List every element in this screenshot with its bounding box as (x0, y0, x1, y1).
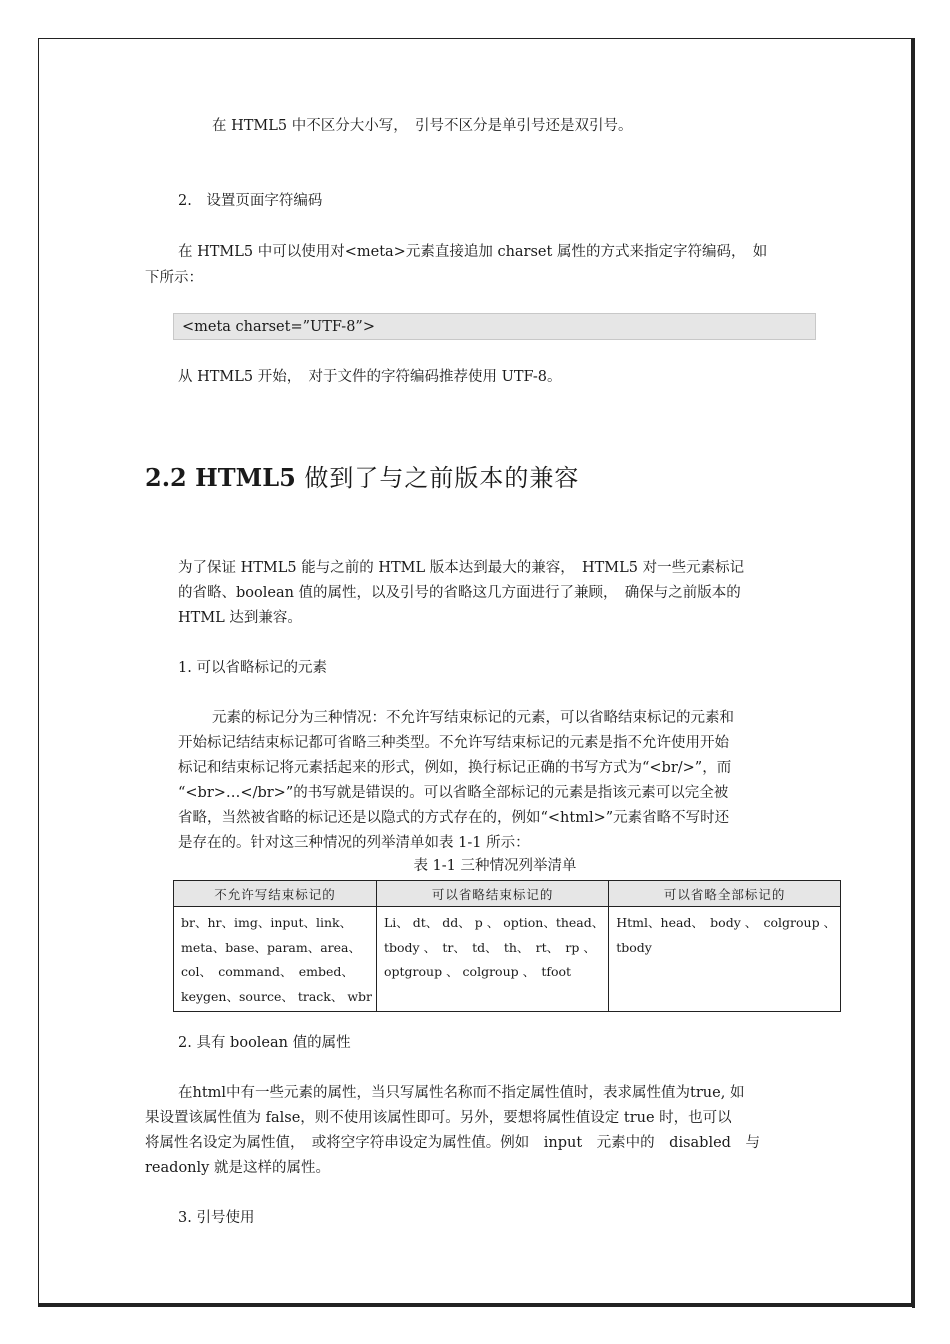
utf8-note: 从 HTML5 开始， 对于文件的字符编码推荐使用 UTF-8。 (178, 369, 562, 385)
charset-subheading: 2. 设置页面字符编码 (178, 193, 323, 209)
item1-line2: 开始标记结结束标记都可省略三种类型。不允许写结束标记的元素是指不允许使用开始 (178, 735, 729, 751)
table-header-cell: 可以省略全部标记的 (609, 881, 841, 907)
item1-title: 1. 可以省略标记的元素 (178, 660, 327, 676)
table-caption: 表 1-1 三种情况列举清单 (413, 858, 577, 874)
boolean-line2: 果设置该属性值为 false，则不使用该属性即可。另外，要想将属性值设定 true 时，也可以 (145, 1110, 732, 1126)
table-cell-no-end-tag (174, 907, 377, 1012)
table-cell-omit-end-tag (377, 907, 609, 1012)
cell-line: tbody (616, 939, 652, 955)
section-title-rest: 做到了与之前版本的兼容 (295, 464, 580, 492)
boolean-line3: 将属性名设定为属性值， 或将空字符串设定为属性值。例如 input 元素中的 disabled 与 (145, 1135, 760, 1151)
cell-line: col、 command、 embed、 (181, 964, 354, 979)
cell-line: Li、 dt、 dd、 p 、 option、thead、 (384, 915, 605, 930)
compat-intro-line2: 的省略、boolean 值的属性，以及引号的省略这几方面进行了兼顾， 确保与之前版本的 (178, 585, 741, 601)
item1-line4: “<br>…</br>”的书写就是错误的。可以省略全部标记的元素是指该元素可以完全被 (178, 785, 729, 801)
compat-intro-line3: HTML 达到兼容。 (178, 610, 302, 626)
table-header-cell: 可以省略结束标记的 (377, 881, 609, 907)
table-header-cell: 不允许写结束标记的 (174, 881, 377, 907)
cell-line: meta、base、param、area、 (181, 939, 362, 955)
item1-line6: 是存在的。针对这三种情况的列举清单如表 1-1 所示： (178, 835, 530, 851)
boolean-title: 2. 具有 boolean 值的属性 (178, 1035, 351, 1051)
compat-intro-line1: 为了保证 HTML5 能与之前的 HTML 版本达到最大的兼容， HTML5 对一些元素标记 (178, 560, 745, 576)
table-cell-omit-all-tags (609, 907, 841, 1012)
page-shadow-bottom (38, 1304, 915, 1307)
section-heading (145, 458, 579, 498)
code-sample: <meta charset=”UTF-8”> (173, 313, 816, 340)
cell-line: optgroup 、 colgroup 、 tfoot (384, 964, 572, 979)
cell-line: Html、head、 body 、 colgroup 、 (616, 915, 837, 930)
table-header-row (174, 881, 841, 907)
charset-desc-line2: 下所示： (145, 270, 203, 286)
cell-line: br、hr、img、input、link、 (181, 915, 353, 930)
case-note: 在 HTML5 中不区分大小写， 引号不区分是单引号还是双引号。 (212, 118, 633, 134)
item1-line3: 标记和结束标记将元素括起来的形式，例如，换行标记正确的书写方式为“<br/>”，而 (178, 760, 732, 776)
cell-line: tbody 、 tr、 td、 th、 rt、 rp 、 (384, 939, 596, 955)
boolean-line4: readonly 就是这样的属性。 (145, 1160, 330, 1176)
page-shadow-right (912, 38, 915, 1308)
table-row (174, 907, 841, 1012)
cell-line: keygen、source、 track、 wbr (181, 988, 372, 1004)
section-number-title: 2.2 HTML5 (145, 463, 296, 492)
item1-line1: 元素的标记分为三种情况：不允许写结束标记的元素，可以省略结束标记的元素和 (212, 710, 734, 726)
element-list-table (173, 880, 841, 1012)
boolean-line1: 在html中有一些元素的属性，当只写属性名称而不指定属性值时，表求属性值为true, 如 (178, 1085, 745, 1101)
quotes-title: 3. 引号使用 (178, 1210, 255, 1226)
charset-desc-line1: 在 HTML5 中可以使用对<meta>元素直接追加 charset 属性的方式来指定字符编码， 如 (178, 244, 768, 260)
item1-line5: 省略，当然被省略的标记还是以隐式的方式存在的，例如“<html>”元素省略不写时还 (178, 810, 730, 826)
